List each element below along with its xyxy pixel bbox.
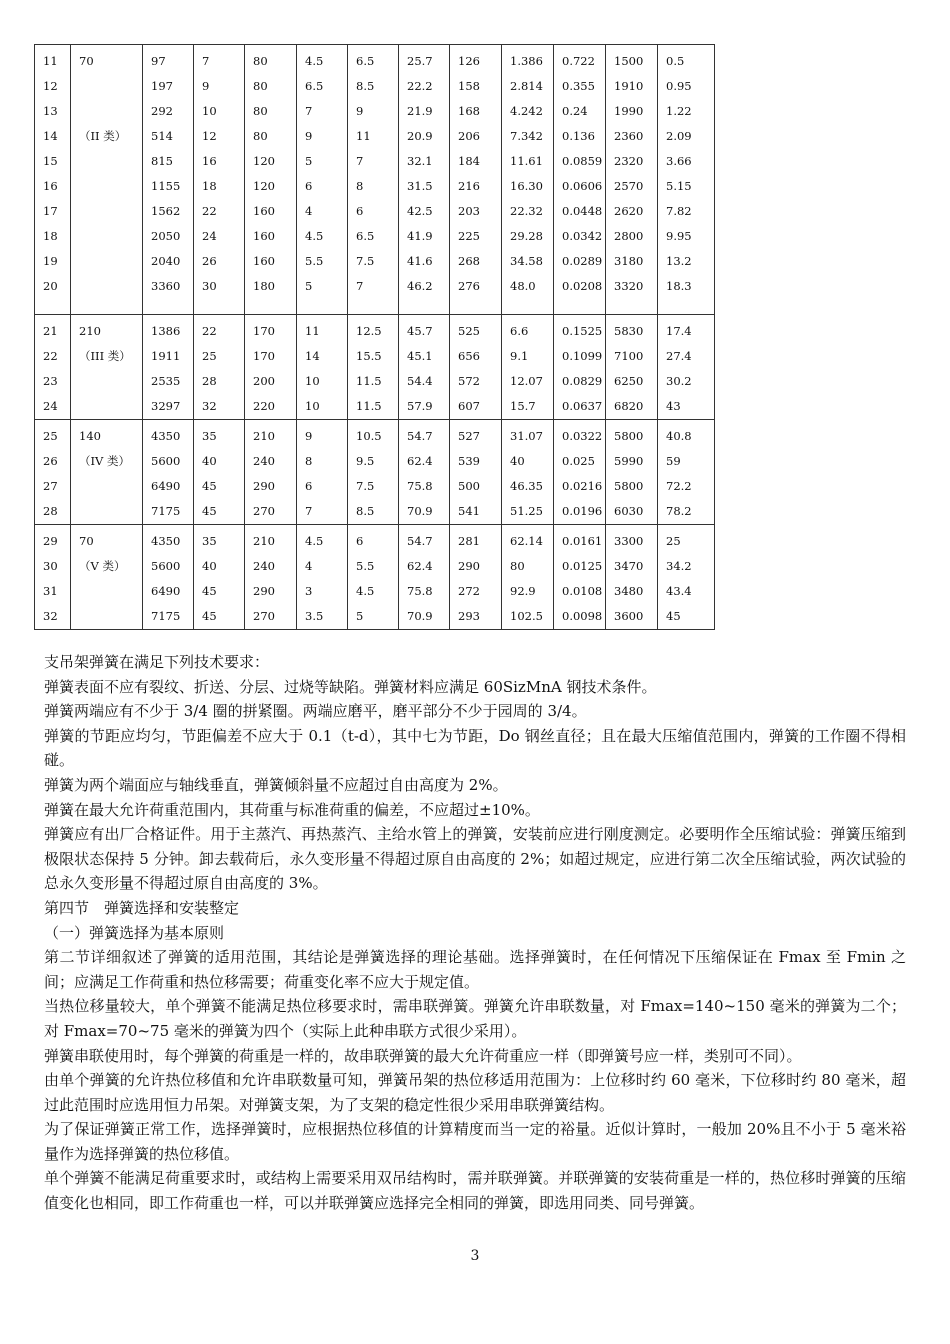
- body-text: [44, 650, 906, 1216]
- value-cell: 4350 5600 6490 7175: [143, 420, 194, 525]
- data-table: [34, 44, 715, 630]
- value-cell: 25.7 22.2 21.9 20.9 32.1 31.5 42.5 41.9 41.6 46.2: [399, 45, 450, 315]
- value-cell: 4350 5600 6490 7175: [143, 525, 194, 630]
- class-cell: 140 （IV 类）: [71, 420, 143, 525]
- value-cell: 6.6 9.1 12.07 15.7: [502, 315, 554, 420]
- value-cell: 4.5 4 3 3.5: [297, 525, 348, 630]
- paragraph: 弹簧串联使用时，每个弹簧的荷重是一样的，故串联弹簧的最大允许荷重应一样（即弹簧号应一样，类别可不同）。: [44, 1046, 802, 1065]
- value-cell: 6 5.5 4.5 5: [348, 525, 399, 630]
- value-cell: 281 290 272 293: [450, 525, 502, 630]
- value-cell: 97 197 292 514 815 1155 1562 2050 2040 3360: [143, 45, 194, 315]
- value-cell: 40.8 59 72.2 78.2: [658, 420, 715, 525]
- value-cell: 0.1525 0.1099 0.0829 0.0637: [554, 315, 606, 420]
- paragraph: 由单个弹簧的允许热位移值和允许串联数量可知，弹簧吊架的热位移适用范围为：上位移时约 60 毫米，下位移时约 80 毫米，超过此范围时应选用恒力吊架。对弹簧支架，为了支架的稳定性很少采用串联弹簧结构。: [44, 1071, 906, 1114]
- table-row-group: [35, 45, 715, 315]
- value-cell: 527 539 500 541: [450, 420, 502, 525]
- value-cell: 126 158 168 206 184 216 203 225 268 276: [450, 45, 502, 315]
- page-number: 3: [470, 1248, 480, 1264]
- paragraph: 弹簧应有出厂合格证件。用于主蒸汽、再热蒸汽、主给水管上的弹簧，安装前应进行刚度测定。必要明作全压缩试验：弹簧压缩到极限状态保持 5 分钟。卸去载荷后，永久变形量不得超过原自由高度的 2%；如超过规定，应进行第二次全压缩试验，两次试验的总永久变形量不得超过原自由高度的 3%。: [44, 825, 906, 893]
- value-cell: 5830 7100 6250 6820: [606, 315, 658, 420]
- row-number-cell: 29 30 31 32: [35, 525, 71, 630]
- value-cell: 1.386 2.814 4.242 7.342 11.61 16.30 22.32 29.28 34.58 48.0: [502, 45, 554, 315]
- row-number-cell: 25 26 27 28: [35, 420, 71, 525]
- value-cell: 210 240 290 270: [245, 420, 297, 525]
- value-cell: 7 9 10 12 16 18 22 24 26 30: [194, 45, 245, 315]
- subsection-heading: （一）弹簧选择为基本原则: [44, 923, 225, 942]
- value-cell: 31.07 40 46.35 51.25: [502, 420, 554, 525]
- value-cell: 35 40 45 45: [194, 420, 245, 525]
- paragraph: 弹簧的节距应均匀，节距偏差不应大于 0.1（t-d），其中七为节距，Do 钢丝直径；且在最大压缩值范围内，弹簧的工作圈不得相碰。: [44, 726, 906, 770]
- row-number-cell: 21 22 23 24: [35, 315, 71, 420]
- value-cell: 22 25 28 32: [194, 315, 245, 420]
- paragraph: 单个弹簧不能满足荷重要求时，或结构上需要采用双吊结构时，需并联弹簧。并联弹簧的安装荷重是一样的，热位移时弹簧的压缩值变化也相同，即工作荷重也一样，可以并联弹簧应选择完全相同的弹簧，即选用同类、同号弹簧。: [44, 1169, 906, 1213]
- class-cell: 210 （III 类）: [71, 315, 143, 420]
- value-cell: 0.0322 0.025 0.0216 0.0196: [554, 420, 606, 525]
- value-cell: 10.5 9.5 7.5 8.5: [348, 420, 399, 525]
- value-cell: 54.7 62.4 75.8 70.9: [399, 420, 450, 525]
- paragraph: 为了保证弹簧正常工作，选择弹簧时，应根据热位移值的计算精度而当一定的裕量。近似计算时，一般加 20%且不小于 5 毫米裕量作为选择弹簧的热位移值。: [44, 1120, 906, 1163]
- value-cell: 25 34.2 43.4 45: [658, 525, 715, 630]
- value-cell: 12.5 15.5 11.5 11.5: [348, 315, 399, 420]
- paragraph: 弹簧为两个端面应与轴线垂直，弹簧倾斜量不应超过自由高度为 2%。: [44, 775, 508, 794]
- table-row-group: [35, 420, 715, 525]
- value-cell: 0.0161 0.0125 0.0108 0.0098: [554, 525, 606, 630]
- paragraph: 弹簧表面不应有裂纹、折送、分层、过烧等缺陷。弹簧材料应满足 60SizMnA 钢技术条件。: [44, 677, 657, 696]
- paragraph: 第二节详细叙述了弹簧的适用范围，其结论是弹簧选择的理论基础。选择弹簧时，在任何情况下压缩保证在 Fmax 至 Fmin 之间；应满足工作荷重和热位移需要；荷重变化率不应大于规定值。: [44, 948, 906, 991]
- value-cell: 0.722 0.355 0.24 0.136 0.0859 0.0606 0.0448 0.0342 0.0289 0.0208: [554, 45, 606, 315]
- value-cell: 5800 5990 5800 6030: [606, 420, 658, 525]
- value-cell: 3300 3470 3480 3600: [606, 525, 658, 630]
- value-cell: 9 8 6 7: [297, 420, 348, 525]
- paragraph: 当热位移量较大，单个弹簧不能满足热位移要求时，需串联弹簧。弹簧允许串联数量，对 Fmax=140~150 毫米的弹簧为二个；对 Fmax=70~75 毫米的弹簧为四个（实际上此种串联方式很少采用）。: [44, 997, 906, 1040]
- class-cell: 70 （II 类）: [71, 45, 143, 315]
- paragraph: 弹簧两端应有不少于 3/4 圈的拼紧圈。两端应磨平，磨平部分不少于园周的 3/4。: [44, 702, 587, 721]
- value-cell: 6.5 8.5 9 11 7 8 6 6.5 7.5 7: [348, 45, 399, 315]
- value-cell: 54.7 62.4 75.8 70.9: [399, 525, 450, 630]
- value-cell: 80 80 80 80 120 120 160 160 160 180: [245, 45, 297, 315]
- table-row-group: [35, 315, 715, 420]
- value-cell: 1500 1910 1990 2360 2320 2570 2620 2800 3180 3320: [606, 45, 658, 315]
- paragraph: 支吊架弹簧在满足下列技术要求：: [44, 653, 270, 671]
- value-cell: 170 170 200 220: [245, 315, 297, 420]
- section-heading: 第四节 弹簧选择和安装整定: [44, 898, 240, 917]
- value-cell: 525 656 572 607: [450, 315, 502, 420]
- value-cell: 62.14 80 92.9 102.5: [502, 525, 554, 630]
- value-cell: 1386 1911 2535 3297: [143, 315, 194, 420]
- table-row-group: [35, 525, 715, 630]
- row-number-cell: 11 12 13 14 15 16 17 18 19 20: [35, 45, 71, 315]
- spring-parameter-table: [34, 44, 714, 630]
- value-cell: 17.4 27.4 30.2 43: [658, 315, 715, 420]
- value-cell: 11 14 10 10: [297, 315, 348, 420]
- value-cell: 4.5 6.5 7 9 5 6 4 4.5 5.5 5: [297, 45, 348, 315]
- value-cell: 210 240 290 270: [245, 525, 297, 630]
- value-cell: 35 40 45 45: [194, 525, 245, 630]
- paragraph: 弹簧在最大允许荷重范围内，其荷重与标准荷重的偏差，不应超过±10%。: [44, 800, 540, 819]
- value-cell: 0.5 0.95 1.22 2.09 3.66 5.15 7.82 9.95 13.2 18.3: [658, 45, 715, 315]
- class-cell: 70 （V 类）: [71, 525, 143, 630]
- value-cell: 45.7 45.1 54.4 57.9: [399, 315, 450, 420]
